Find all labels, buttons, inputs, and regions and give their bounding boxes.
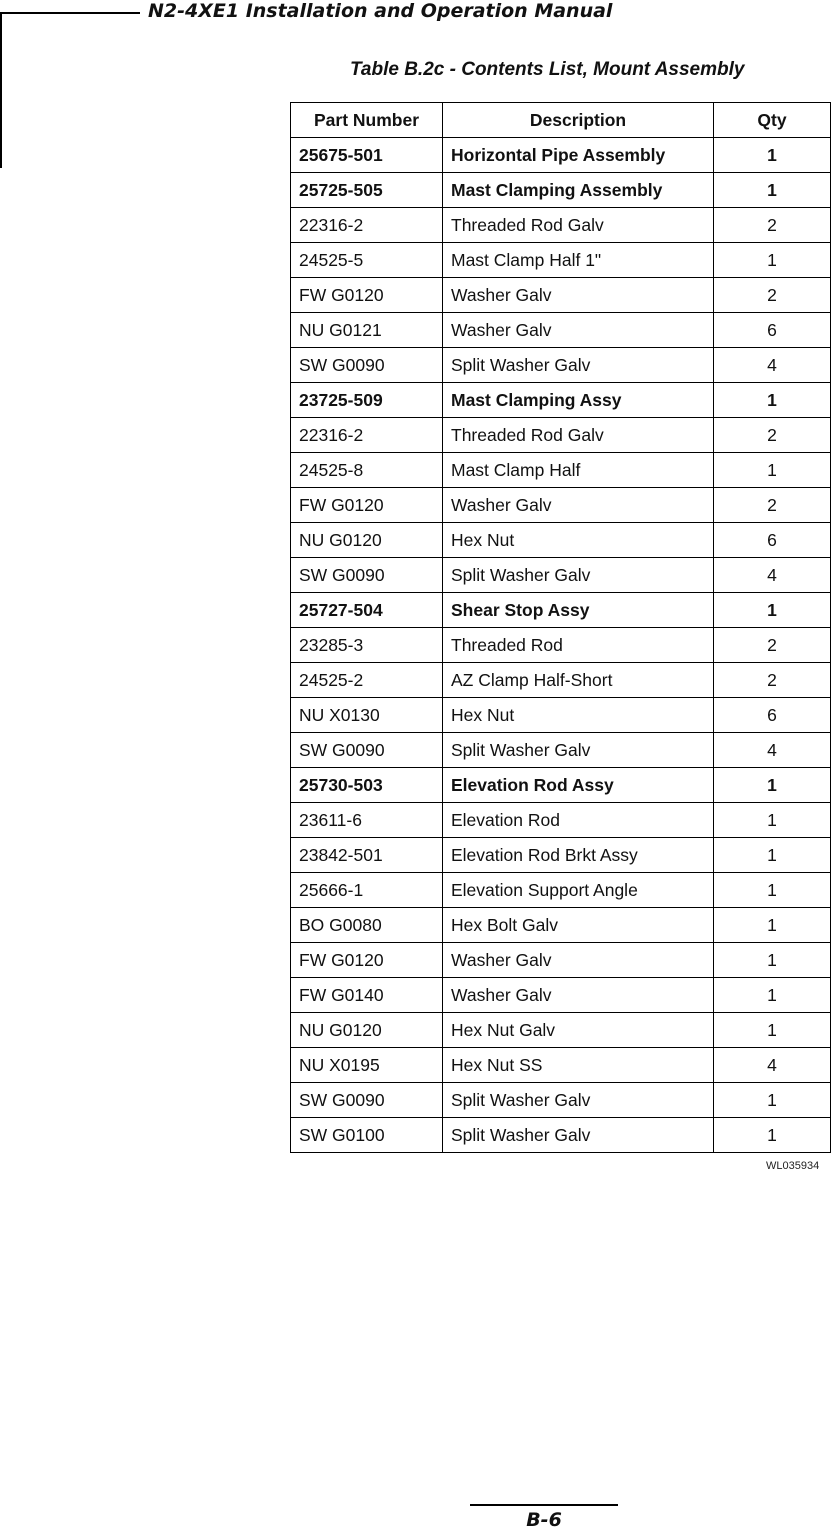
description-cell: Elevation Rod Assy: [443, 768, 714, 803]
table-row: [291, 138, 831, 173]
part-number-cell: NU X0130: [291, 698, 443, 733]
table-row: [291, 873, 831, 908]
part-number-cell: FW G0140: [291, 978, 443, 1013]
qty-cell: 1: [714, 873, 831, 908]
description-cell: Elevation Rod: [443, 803, 714, 838]
description-cell: Washer Galv: [443, 943, 714, 978]
description-cell: Split Washer Galv: [443, 1118, 714, 1153]
qty-cell: 4: [714, 1048, 831, 1083]
description-cell: Hex Nut SS: [443, 1048, 714, 1083]
part-number-cell: FW G0120: [291, 488, 443, 523]
figure-code: WL035934: [766, 1160, 820, 1172]
part-number-cell: 24525-5: [291, 243, 443, 278]
qty-cell: 2: [714, 488, 831, 523]
table-row: [291, 663, 831, 698]
qty-cell: 1: [714, 243, 831, 278]
description-cell: Split Washer Galv: [443, 733, 714, 768]
table-row: [291, 173, 831, 208]
qty-cell: 1: [714, 173, 831, 208]
part-number-cell: BO G0080: [291, 908, 443, 943]
part-number-cell: 25725-505: [291, 173, 443, 208]
description-cell: Threaded Rod Galv: [443, 208, 714, 243]
table-row: [291, 733, 831, 768]
table-row: [291, 698, 831, 733]
table-row: [291, 628, 831, 663]
table-row: [291, 1083, 831, 1118]
table-row: [291, 908, 831, 943]
table-row: [291, 838, 831, 873]
description-cell: Elevation Support Angle: [443, 873, 714, 908]
table-row: [291, 418, 831, 453]
table-row: [291, 278, 831, 313]
table-row: [291, 453, 831, 488]
description-cell: Hex Bolt Galv: [443, 908, 714, 943]
description-cell: Washer Galv: [443, 313, 714, 348]
qty-cell: 1: [714, 1013, 831, 1048]
table-row: [291, 978, 831, 1013]
table-row: [291, 383, 831, 418]
qty-cell: 4: [714, 558, 831, 593]
qty-cell: 2: [714, 208, 831, 243]
table-row: [291, 803, 831, 838]
table-row: [291, 348, 831, 383]
part-number-cell: SW G0100: [291, 1118, 443, 1153]
part-number-cell: NU G0120: [291, 1013, 443, 1048]
part-number-cell: 23725-509: [291, 383, 443, 418]
part-number-cell: SW G0090: [291, 733, 443, 768]
description-cell: Threaded Rod Galv: [443, 418, 714, 453]
qty-cell: 2: [714, 628, 831, 663]
qty-cell: 4: [714, 733, 831, 768]
qty-cell: 2: [714, 278, 831, 313]
description-cell: Split Washer Galv: [443, 348, 714, 383]
qty-cell: 6: [714, 523, 831, 558]
part-number-cell: 25675-501: [291, 138, 443, 173]
column-header-part-number: Part Number: [291, 103, 443, 138]
qty-cell: 1: [714, 383, 831, 418]
description-cell: Hex Nut: [443, 523, 714, 558]
table-row: [291, 313, 831, 348]
part-number-cell: 25730-503: [291, 768, 443, 803]
part-number-cell: 22316-2: [291, 208, 443, 243]
description-cell: Hex Nut Galv: [443, 1013, 714, 1048]
table-row: [291, 768, 831, 803]
footer-rule: [470, 1504, 618, 1506]
part-number-cell: FW G0120: [291, 278, 443, 313]
manual-title: N2-4XE1 Installation and Operation Manual: [148, 0, 613, 22]
qty-cell: 1: [714, 943, 831, 978]
table-row: [291, 1118, 831, 1153]
qty-cell: 1: [714, 593, 831, 628]
qty-cell: 1: [714, 768, 831, 803]
part-number-cell: 25727-504: [291, 593, 443, 628]
description-cell: Washer Galv: [443, 488, 714, 523]
table-body: [291, 138, 831, 1153]
description-cell: AZ Clamp Half-Short: [443, 663, 714, 698]
table-caption: Table B.2c - Contents List, Mount Assembly: [350, 59, 745, 80]
table-row: [291, 1048, 831, 1083]
table-row: [291, 523, 831, 558]
description-cell: Split Washer Galv: [443, 558, 714, 593]
part-number-cell: 23611-6: [291, 803, 443, 838]
qty-cell: 1: [714, 978, 831, 1013]
description-cell: Mast Clamp Half: [443, 453, 714, 488]
description-cell: Washer Galv: [443, 978, 714, 1013]
qty-cell: 4: [714, 348, 831, 383]
part-number-cell: FW G0120: [291, 943, 443, 978]
description-cell: Mast Clamping Assembly: [443, 173, 714, 208]
table-row: [291, 1013, 831, 1048]
table-row: [291, 208, 831, 243]
table-row: [291, 943, 831, 978]
column-header-description: Description: [443, 103, 714, 138]
description-cell: Horizontal Pipe Assembly: [443, 138, 714, 173]
qty-cell: 1: [714, 1083, 831, 1118]
part-number-cell: 23285-3: [291, 628, 443, 663]
description-cell: Split Washer Galv: [443, 1083, 714, 1118]
part-number-cell: SW G0090: [291, 558, 443, 593]
qty-cell: 2: [714, 663, 831, 698]
qty-cell: 6: [714, 698, 831, 733]
description-cell: Washer Galv: [443, 278, 714, 313]
qty-cell: 1: [714, 138, 831, 173]
qty-cell: 6: [714, 313, 831, 348]
qty-cell: 1: [714, 838, 831, 873]
table-row: [291, 243, 831, 278]
qty-cell: 1: [714, 908, 831, 943]
part-number-cell: NU G0121: [291, 313, 443, 348]
column-header-qty: Qty: [714, 103, 831, 138]
qty-cell: 2: [714, 418, 831, 453]
header-rule: [0, 12, 140, 14]
description-cell: Mast Clamp Half 1": [443, 243, 714, 278]
part-number-cell: 24525-8: [291, 453, 443, 488]
description-cell: Mast Clamping Assy: [443, 383, 714, 418]
qty-cell: 1: [714, 803, 831, 838]
page-number: B-6: [526, 1509, 562, 1531]
part-number-cell: 23842-501: [291, 838, 443, 873]
table-row: [291, 488, 831, 523]
table-row: [291, 558, 831, 593]
description-cell: Threaded Rod: [443, 628, 714, 663]
part-number-cell: SW G0090: [291, 348, 443, 383]
part-number-cell: 25666-1: [291, 873, 443, 908]
part-number-cell: 22316-2: [291, 418, 443, 453]
contents-table: [290, 102, 831, 1153]
part-number-cell: NU G0120: [291, 523, 443, 558]
header-side-rule: [0, 12, 2, 168]
part-number-cell: NU X0195: [291, 1048, 443, 1083]
description-cell: Shear Stop Assy: [443, 593, 714, 628]
qty-cell: 1: [714, 453, 831, 488]
table-header-row: [291, 103, 831, 138]
qty-cell: 1: [714, 1118, 831, 1153]
description-cell: Hex Nut: [443, 698, 714, 733]
part-number-cell: 24525-2: [291, 663, 443, 698]
description-cell: Elevation Rod Brkt Assy: [443, 838, 714, 873]
table-row: [291, 593, 831, 628]
part-number-cell: SW G0090: [291, 1083, 443, 1118]
